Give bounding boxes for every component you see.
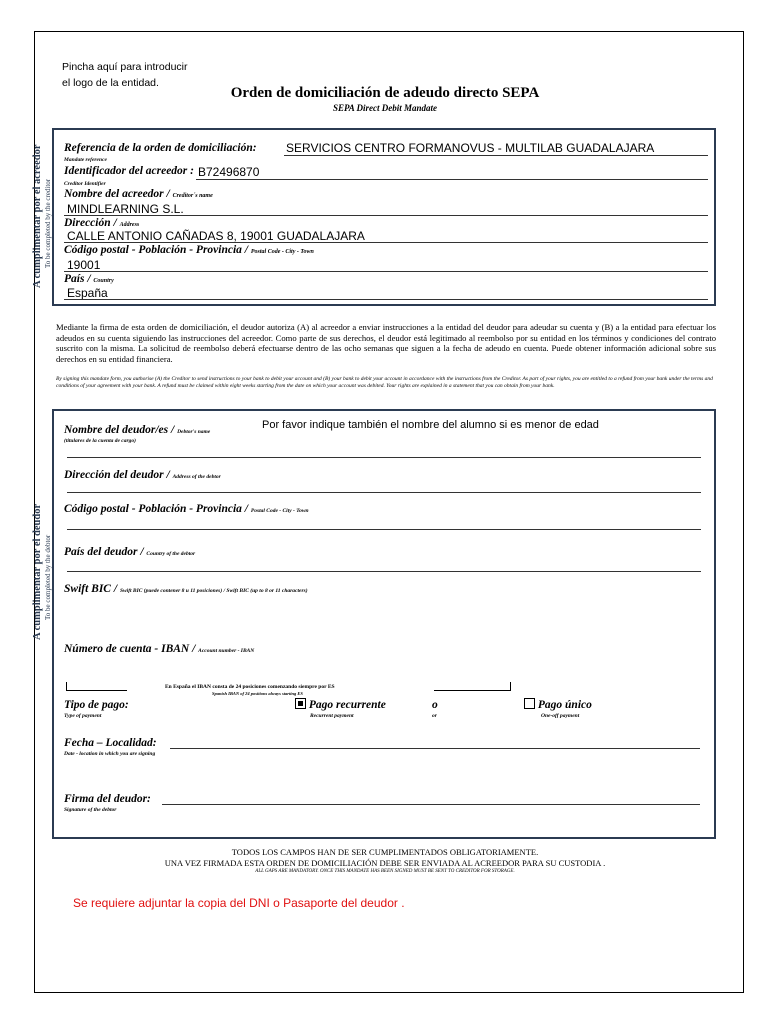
dni-requirement-note: Se requiere adjuntar la copia del DNI o Pasaporte del deudor . bbox=[73, 896, 405, 910]
logo-placeholder-line1: Pincha aquí para introducir bbox=[62, 61, 188, 73]
creditor-address-value[interactable]: CALLE ANTONIO CAÑADAS 8, 19001 GUADALAJARA bbox=[67, 229, 365, 243]
reference-underline bbox=[284, 155, 708, 156]
oneoff-sub: One-off payment bbox=[541, 713, 580, 719]
date-location-sub: Date - location in which you are signing bbox=[64, 751, 156, 757]
debtor-side-label: A cumplimentar por el deudor bbox=[32, 503, 43, 640]
footer-line1: TODOS LOS CAMPOS HAN DE SER CUMPLIMENTADOS OBLIGATORIAMENTE. bbox=[231, 847, 539, 857]
iban-note-en: Spanish IBAN of 24 positions always starting ES bbox=[212, 691, 303, 696]
swift-label-es: Swift BIC / bbox=[64, 583, 118, 595]
debtor-name-sub: (titulares de la cuenta de cargo) bbox=[64, 438, 136, 444]
debtor-name-input[interactable] bbox=[67, 457, 701, 458]
swift-label-en: Swift BIC (puede contener 8 u 11 posiciones) / Swift BIC (up to 8 or 11 characters) bbox=[119, 588, 308, 594]
swift-label bbox=[64, 583, 308, 595]
creditor-address-label-en: Address bbox=[119, 222, 140, 228]
debtor-side-label-en: To be completed by the debtor bbox=[44, 534, 52, 620]
creditor-country-value[interactable]: España bbox=[67, 286, 108, 300]
creditor-country-label-es: País / bbox=[64, 273, 91, 285]
debtor-address-label bbox=[64, 469, 221, 481]
payment-type-label: Tipo de pago: bbox=[64, 699, 129, 711]
signature-label: Firma del deudor: bbox=[64, 793, 151, 805]
creditor-name-label-en: Creditor´s name bbox=[172, 193, 213, 199]
date-location-label: Fecha – Localidad: bbox=[64, 737, 157, 749]
recurring-checkbox[interactable] bbox=[295, 698, 306, 709]
debtor-name-label-es: Nombre del deudor/es / bbox=[64, 424, 175, 436]
iban-bracket-right bbox=[434, 682, 511, 691]
creditor-name-label-es: Nombre del acreedor / bbox=[64, 188, 170, 200]
creditor-postal-label-en: Postal Code - City - Town bbox=[250, 249, 314, 255]
creditor-country-underline bbox=[64, 299, 708, 300]
creditor-country-label bbox=[64, 273, 114, 285]
identifier-underline bbox=[196, 179, 708, 180]
creditor-side-label-en: To be completed by the creditor bbox=[44, 178, 52, 268]
recurring-sub: Recurrent payment bbox=[310, 713, 354, 719]
identifier-value[interactable]: B72496870 bbox=[198, 165, 260, 179]
creditor-postal-label bbox=[64, 244, 314, 256]
debtor-country-label-en: Country of the debtor bbox=[146, 551, 196, 557]
debtor-name-label bbox=[64, 424, 210, 436]
creditor-address-label-es: Dirección / bbox=[64, 217, 117, 229]
creditor-name-label bbox=[64, 188, 213, 200]
mandate-text-en: By signing this mandate form, you authorise (A) the Creditor to send instructions to your bank to debit your account and (B) your bank to debit your account in accordance with the instructions from the Creditor. As part of your rights, you are entitled to a refund from your bank under the terms and conditions of your agreement with your bank. A refund must be claimed within eight weeks starting from the date on which your account was debited. Your rights are explained in a statement that you can obtain from your bank. bbox=[56, 376, 713, 389]
signature-input[interactable] bbox=[162, 804, 700, 805]
recurring-label: Pago recurrente bbox=[308, 699, 386, 711]
logo-placeholder-line2: el logo de la entidad. bbox=[62, 77, 159, 89]
identifier-sub: Creditor Identifier bbox=[64, 181, 106, 187]
creditor-name-value[interactable]: MINDLEARNING S.L. bbox=[67, 202, 184, 216]
oneoff-checkbox[interactable] bbox=[524, 698, 535, 709]
or-sub: or bbox=[432, 713, 437, 719]
creditor-country-label-en: Country bbox=[93, 278, 114, 284]
creditor-postal-label-es: Código postal - Población - Provincia / bbox=[64, 244, 248, 256]
mandate-text-es: Mediante la firma de esta orden de domiciliación, el deudor autoriza (A) al acreedor a enviar instrucciones a la entidad del deudor para adeudar su cuenta y (B) a la entidad para efectuar los adeudos en su cuenta siguiendo las instrucciones del acreedor. Como parte de sus derechos, el deudor está legitimado al reembolso por su entidad en los términos y condiciones del contrato suscrito con la misma. La solicitud de reembolso deberá efectuarse dentro de las ocho semanas que siguen a la fecha de adeudo en cuenta. Puede obtener información adicional sobre sus derechos en su entidad financiera. bbox=[56, 322, 716, 364]
footer-line2: UNA VEZ FIRMADA ESTA ORDEN DE DOMICILIACIÓN DEBE SER ENVIADA AL ACREEDOR PARA SU CUSTODIA . bbox=[164, 858, 606, 868]
creditor-side-label: A cumplimentar por el acreedor bbox=[32, 144, 43, 288]
payment-type-sub: Type of payment bbox=[64, 713, 102, 719]
creditor-address-underline bbox=[64, 242, 708, 243]
identifier-label: Identificador del acreedor : bbox=[64, 165, 194, 177]
creditor-name-underline bbox=[64, 215, 708, 216]
iban-label-en: Account number - IBAN bbox=[198, 648, 255, 654]
signature-sub: Signature of the debtor bbox=[64, 807, 117, 813]
creditor-address-label bbox=[64, 217, 139, 229]
debtor-country-label-es: País del deudor / bbox=[64, 546, 144, 558]
recurring-option[interactable] bbox=[295, 698, 386, 711]
date-location-input[interactable] bbox=[170, 748, 700, 749]
creditor-postal-value[interactable]: 19001 bbox=[67, 258, 101, 272]
reference-value[interactable]: SERVICIOS CENTRO FORMANOVUS - MULTILAB GUADALAJARA bbox=[286, 141, 655, 155]
debtor-postal-label-en: Postal Code - City - Town bbox=[250, 508, 309, 514]
footer-line3: ALL GAPS ARE MANDATORY. ONCE THIS MANDATE HAS BEEN SIGNED MUST BE SENT TO CREDITOR FOR STORAGE. bbox=[255, 869, 515, 874]
debtor-country-input[interactable] bbox=[67, 571, 701, 572]
document-title: Orden de domiciliación de adeudo directo SEPA bbox=[230, 85, 540, 101]
or-label: o bbox=[432, 699, 438, 711]
oneoff-label: Pago único bbox=[537, 699, 592, 711]
reference-label: Referencia de la orden de domiciliación: bbox=[64, 142, 257, 154]
oneoff-option[interactable] bbox=[524, 698, 592, 711]
creditor-postal-underline bbox=[64, 271, 708, 272]
debtor-country-label bbox=[64, 546, 195, 558]
debtor-postal-input[interactable] bbox=[67, 529, 701, 530]
iban-label-es: Número de cuenta - IBAN / bbox=[64, 643, 196, 655]
debtor-address-label-en: Address of the debtor bbox=[172, 474, 221, 480]
iban-label bbox=[64, 643, 254, 655]
debtor-address-label-es: Dirección del deudor / bbox=[64, 469, 170, 481]
debtor-postal-label-es: Código postal - Población - Provincia / bbox=[64, 503, 248, 515]
iban-input[interactable] bbox=[64, 660, 704, 684]
swift-input[interactable] bbox=[64, 600, 704, 630]
reference-sub: Mandate reference bbox=[64, 157, 107, 163]
debtor-postal-label bbox=[64, 503, 309, 515]
debtor-name-label-en: Debtor's name bbox=[177, 429, 211, 435]
iban-note-es: En España el IBAN consta de 24 posiciones comenzando siempre por ES bbox=[165, 684, 335, 690]
debtor-name-note: Por favor indique también el nombre del alumno si es menor de edad bbox=[262, 419, 599, 431]
debtor-address-input[interactable] bbox=[67, 492, 701, 493]
document-subtitle: SEPA Direct Debit Mandate bbox=[332, 103, 438, 113]
iban-bracket-left bbox=[66, 682, 127, 691]
